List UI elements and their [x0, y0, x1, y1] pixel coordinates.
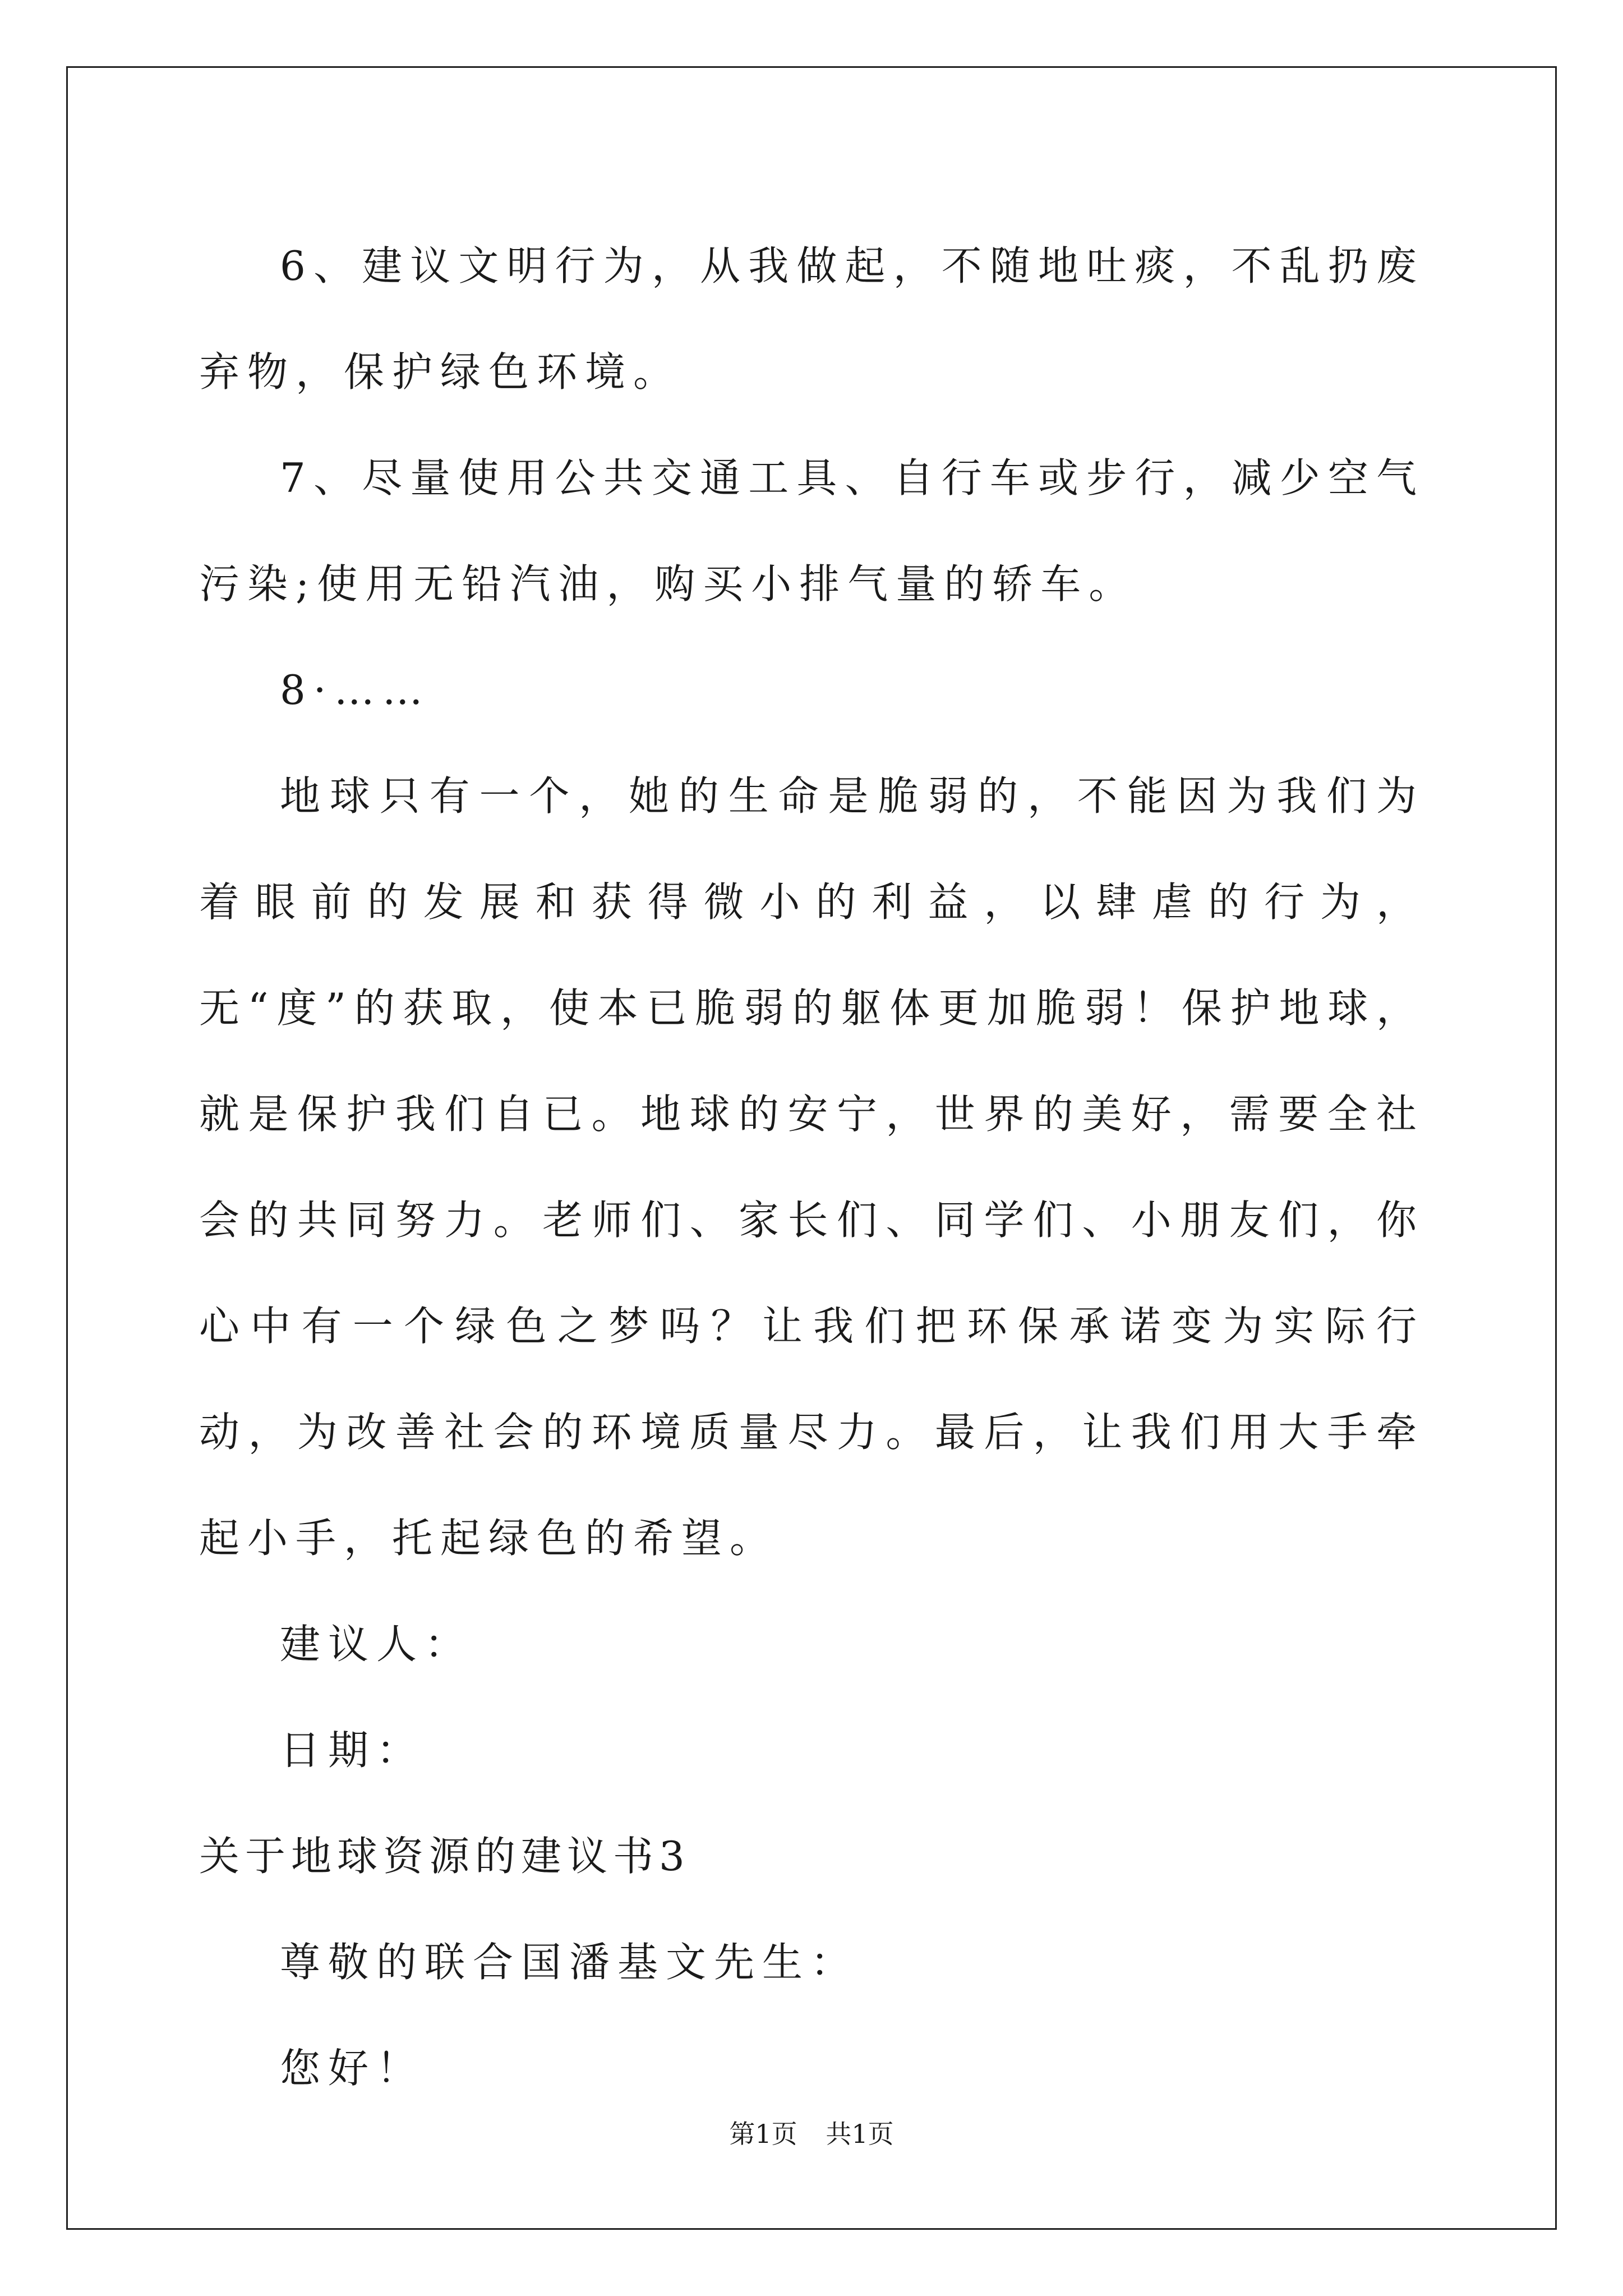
date-label: 日期： — [280, 1727, 425, 1774]
paragraph-item-7: 7、尽量使用公共交通工具、自行车或步行，减少空气污染;使用无铅汽油，购买小排气量的轿车。 — [199, 454, 1424, 608]
paragraph-conclusion: 地球只有一个，她的生命是脆弱的，不能因为我们为着眼前的发展和获得微小的利益，以肆虐的行为，无“度”的获取，使本已脆弱的躯体更加脆弱！保护地球，就是保护我们自已。地球的安宁，世界的美好，需要全社会的共同努力。老师们、家长们、同学们、小朋友们，你心中有一个绿色之梦吗？让我们把环保承诺变为实际行动，为改善社会的环境质量尽力。最后，让我们用大手牵起小手，托起绿色的希望。 — [199, 772, 1424, 1562]
letter-salutation: 尊敬的联合国潘基文先生： — [280, 1939, 859, 1986]
page-footer — [0, 2114, 1623, 2151]
proposer-label: 建议人： — [280, 1621, 473, 1668]
letter-greeting: 您好！ — [280, 2045, 425, 2092]
paragraph-item-8: 8·…… — [280, 666, 431, 714]
paragraph-item-6: 6、建议文明行为，从我做起，不随地吐痰，不乱扔废弃物，保护绿色环境。 — [199, 242, 1424, 395]
document-body — [199, 213, 1424, 2122]
page-total: 共1页 — [826, 2119, 894, 2149]
page-number: 第1页 — [729, 2119, 797, 2149]
section-heading: 关于地球资源的建议书3 — [199, 1833, 690, 1880]
